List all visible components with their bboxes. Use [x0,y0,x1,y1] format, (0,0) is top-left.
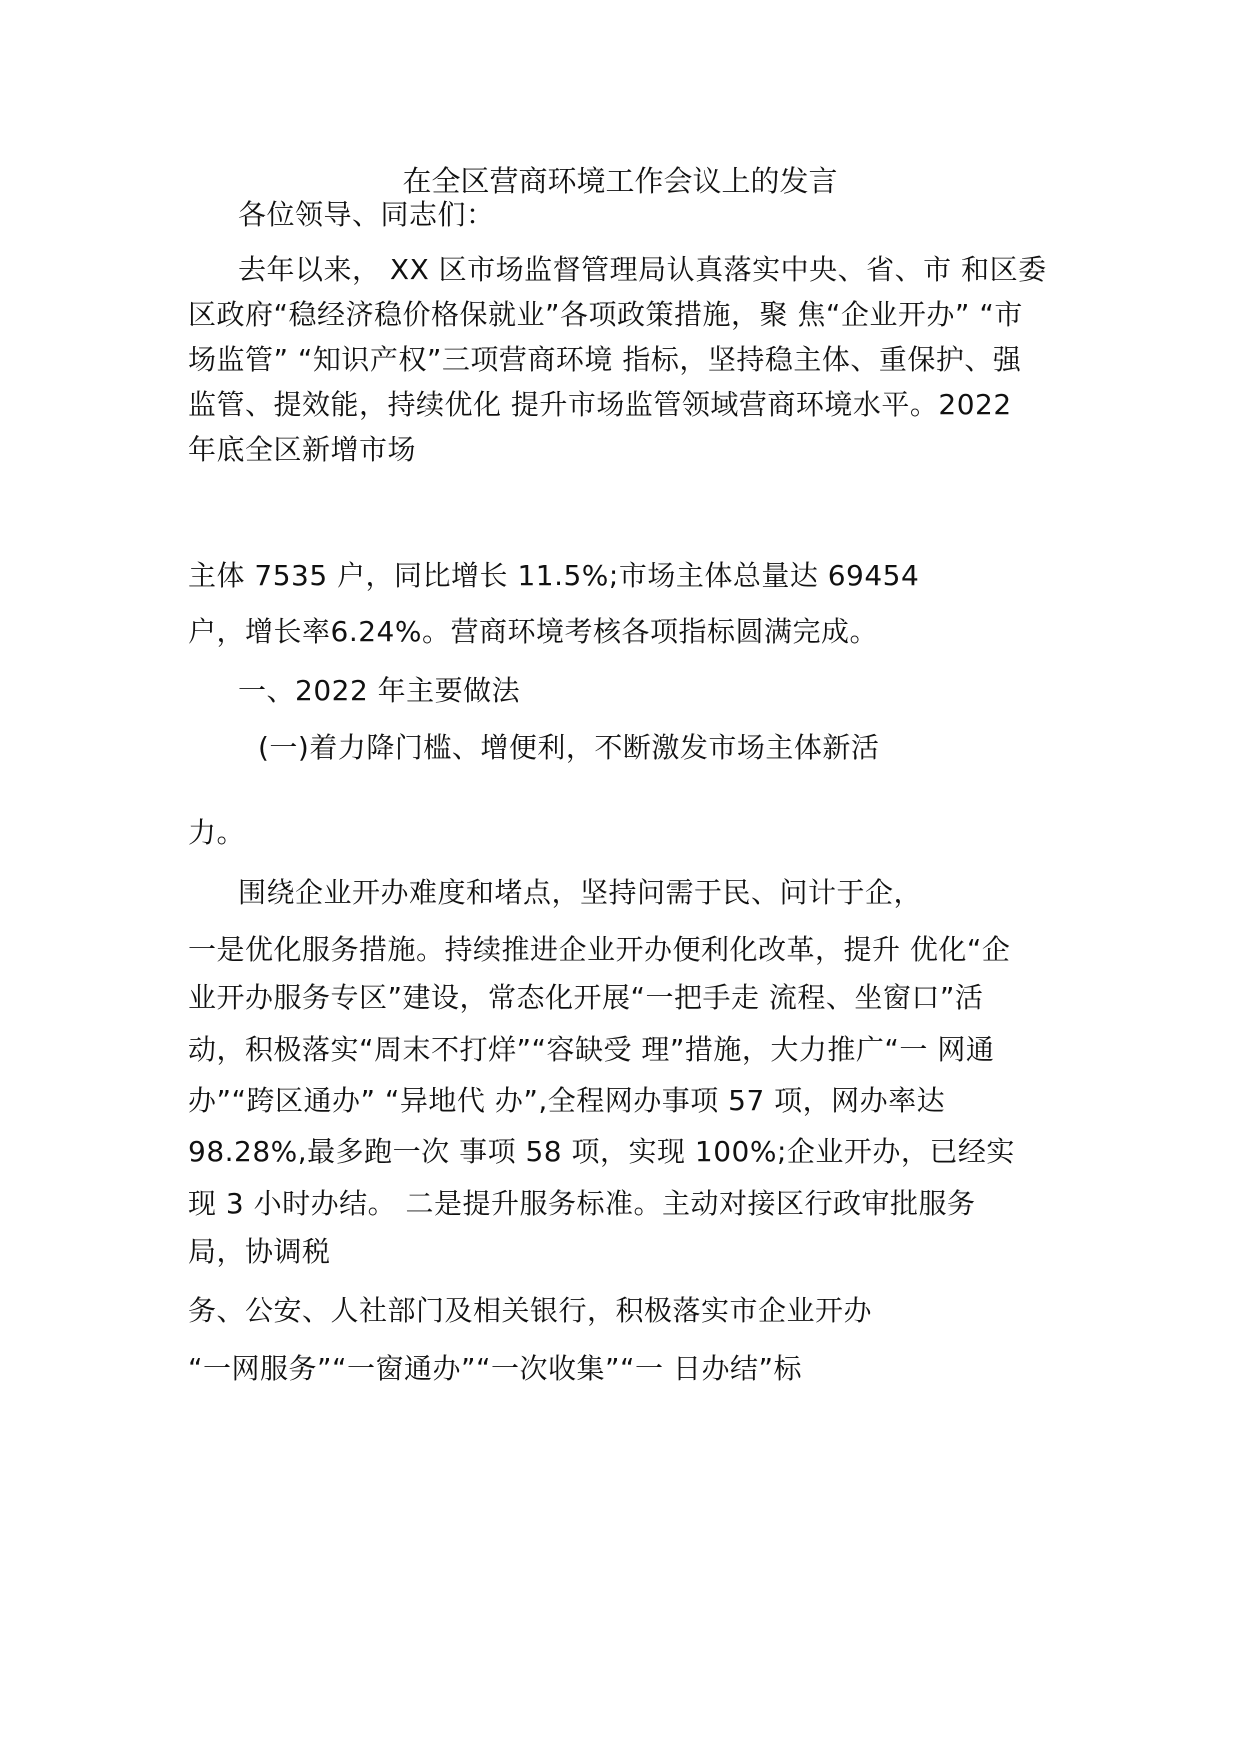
paragraph-line: 动，积极落实“周末不打烊”“容缺受 理”措施，大力推广“一 网通 [188,1033,995,1066]
paragraph-line: 主体 7535 户，同比增长 11.5%;市场主体总量达 69454 [188,559,920,592]
paragraph-line: 监管、提效能，持续优化 提升市场监管领域营商环境水平。2022 [188,388,1012,421]
paragraph-line: 区政府“稳经济稳价格保就业”各项政策措施，聚 焦“企业开办” “市 [188,298,1023,331]
paragraph-line: 去年以来， XX 区市场监督管理局认真落实中央、省、市 和区委 [238,253,1047,286]
paragraph-line: 务、公安、人社部门及相关银行，积极落实市企业开办 [188,1294,873,1327]
paragraph-line: 围绕企业开办难度和堵点，坚持问需于民、问计于企， [238,876,923,909]
paragraph-line: 一是优化服务措施。持续推进企业开办便利化改革，提升 优化“企 [188,933,1011,966]
document-title: 在全区营商环境工作会议上的发言 [402,164,838,198]
paragraph-line: 业开办服务专区”建设，常态化开展“一把手走 流程、坐窗口”活 [188,981,984,1014]
paragraph-line: 年底全区新增市场 [188,433,417,466]
subsection-heading: (一)着力降门槛、增便利，不断激发市场主体新活 [258,731,880,764]
paragraph-line: 场监管” “知识产权”三项营商环境 指标，坚持稳主体、重保护、强 [188,343,1022,376]
paragraph-line: 98.28%,最多跑一次 事项 58 项，实现 100%;企业开办，已经实 [188,1135,1015,1168]
paragraph-line: 局，协调税 [188,1235,331,1268]
paragraph-line: 办”“跨区通办” “异地代 办”,全程网办事项 57 项，网办率达 [188,1084,946,1117]
section-heading: 一、2022 年主要做法 [238,674,521,707]
salutation: 各位领导、同志们： [238,198,495,231]
paragraph-line: 现 3 小时办结。 二是提升服务标准。主动对接区行政审批服务 [188,1187,976,1220]
paragraph-line: “一网服务”“一窗通办”“一次收集”“一 日办结”标 [188,1352,802,1385]
paragraph-line: 户，增长率6.24%。营商环境考核各项指标圆满完成。 [188,615,878,648]
subsection-heading-continuation: 力。 [188,816,246,849]
